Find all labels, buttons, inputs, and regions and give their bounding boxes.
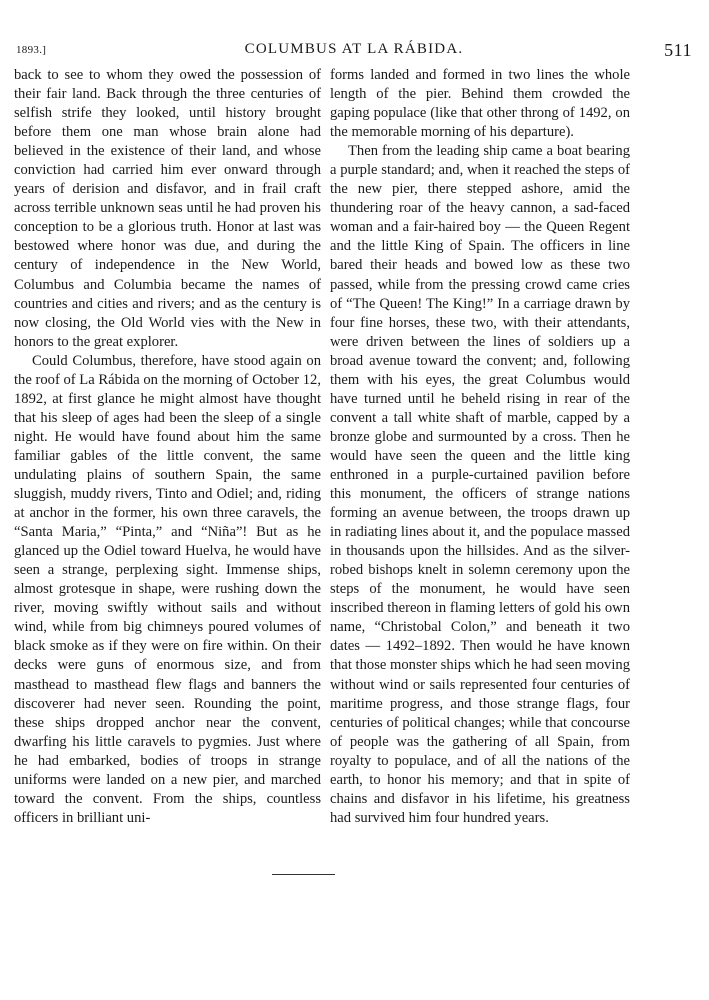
header-year: 1893.] <box>16 44 47 56</box>
right-column <box>330 66 630 828</box>
paragraph: back to see to whom they owed the possession of their fair land. Back through the three centuries of selfish strife they looked, until history brought before them one man whose brain alone had believed in the existence of their land, and whose conviction had carried him ever onward through years of derision and disfavor, and in frail craft across terrible unknown seas until he had proven his conception to be a glorious truth. Honor at last was bestowed where honor was due, and during the century of independence in the New World, Columbus and Columbia became the names of countries and cities and rivers; and as the century is now closing, the Old World vies with the New in honors to the great explorer. <box>14 67 321 350</box>
running-header <box>14 40 694 64</box>
page-number: 511 <box>664 40 692 60</box>
header-title: COLUMBUS AT LA RÁBIDA. <box>244 41 464 57</box>
left-column <box>14 66 321 828</box>
paragraph: forms landed and formed in two lines the whole length of the pier. Behind them crowded the gaping populace (like that other throng of 1492, on the memorable morning of his departure). <box>330 67 630 141</box>
section-divider <box>272 874 335 875</box>
paragraph: Then from the leading ship came a boat bearing a purple standard; and, when it reached the steps of the new pier, there stepped ashore, amid the thundering roar of the heavy cannon, a sad-faced woman and a fair-haired boy — the Queen Regent and the little King of Spain. The officers in line bared their heads and bowed low as these two passed, while from the pressing crowd came cries of “The Queen! The King!” In a carriage drawn by four fine horses, these two, with their attendants, were driven between the lines of soldiers up a broad avenue toward the convent; and, following them with his eyes, the great Columbus would have turned until he beheld rising in rear of the convent a tall white shaft of marble, capped by a bronze globe and surmounted by a cross. Then he would have seen the queen and the little king enthroned in a purple-curtained pavilion before this monument, the officers of strange nations forming an avenue between, the troops drawn up in radiating lines about it, and the populace massed in thousands upon the hillsides. And as the silver-robed bishops knelt in solemn ceremony upon the steps of the monument, he would have seen inscribed thereon in flaming letters of gold his own name, “Christobal Colon,” and beneath it two dates — 1492–1892. Then would he have known that those monster ships which he had seen moving without wind or sails represented four centuries of maritime progress, and those strange flags, four centuries of political changes; while that concourse of people was the gathering of all Spain, from royalty to populace, and of all the nations of the earth, to honor his memory; and that in spite of chains and disfavor in his lifetime, his greatness had survived him four hundred years. <box>330 143 630 826</box>
paragraph: Could Columbus, therefore, have stood again on the roof of La Rábida on the morning of October 12, 1892, at first glance he might almost have thought that his sleep of ages had been the sleep of a single night. He would have found about him the same familiar gables of the little convent, the same undulating plains of southern Spain, the same sluggish, muddy rivers, Tinto and Odiel; and, riding at anchor in the former, his own three caravels, the “Santa Maria,” “Pinta,” and “Niña”! But as he glanced up the Odiel toward Huelva, he would have seen a strange, perplexing sight. Immense ships, almost grotesque in shape, were rushing down the river, moving swiftly without sails and without wind, while from big chimneys poured volumes of black smoke as if they were on fire within. On their decks were guns of enormous size, and from masthead to masthead flew flags and banners the discoverer had never seen. Rounding the point, these ships dropped anchor near the convent, dwarfing his little caravels to pygmies. Just where he had embarked, bodies of troops in strange uniforms were landed on a new pier, and marched toward the convent. From the ships, countless officers in brilliant uni- <box>14 352 321 826</box>
